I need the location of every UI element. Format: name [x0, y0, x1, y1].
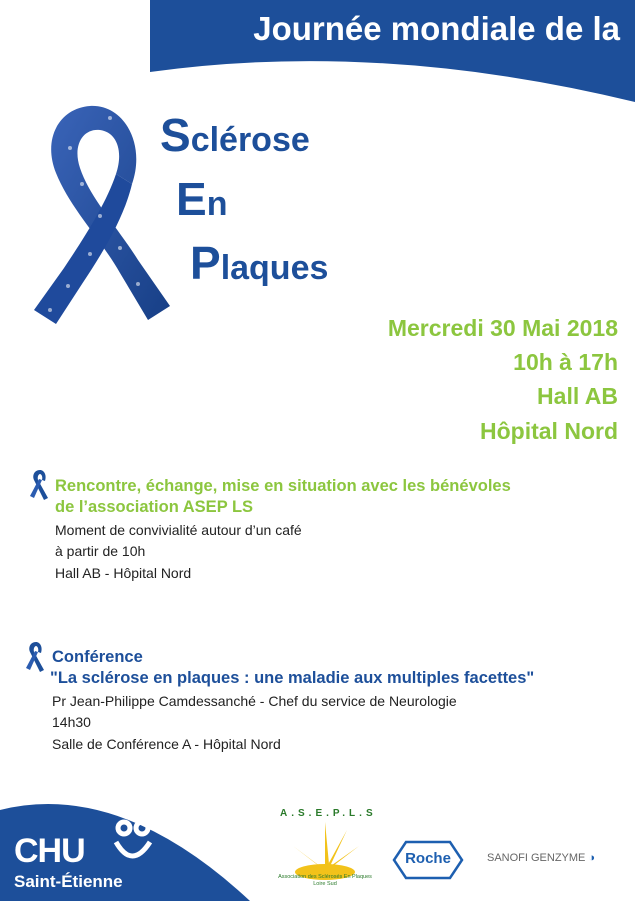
event-building: Hôpital Nord [480, 418, 618, 444]
chu-title: CHU [14, 832, 85, 870]
awareness-ribbon-icon [20, 88, 180, 333]
event-time: 10h à 17h [513, 349, 618, 375]
section1-line1: Moment de convivialité autour d’un café [55, 522, 302, 538]
ribbon-icon [24, 640, 48, 676]
ribbon-icon [28, 468, 52, 504]
section1-line3: Hall AB - Hôpital Nord [55, 565, 192, 581]
section2-location: Salle de Conférence A - Hôpital Nord [52, 736, 281, 752]
asepls-description: Association des Sclérosés En Plaques Loire Sud [278, 874, 372, 887]
sanofi-swirl-icon: ◑ [588, 852, 596, 864]
sanofi-genzyme-logo [487, 852, 595, 864]
section2-time: 14h30 [52, 714, 91, 730]
asepls-letters: A.S.E.P.L.S [280, 808, 377, 819]
section2-subtitle: "La sclérose en plaques : une maladie aux multiples facettes" [50, 669, 535, 687]
section1-line2: à partir de 10h [55, 543, 146, 559]
event-date: Mercredi 30 Mai 2018 [387, 315, 618, 341]
event-place: Hall AB [537, 383, 618, 409]
section1-title-line2: de l’association ASEP LS [55, 498, 254, 516]
section2-title: Conférence [52, 648, 143, 666]
roche-label: Roche [405, 850, 451, 867]
header-title: Journée mondiale de la [253, 10, 620, 47]
disease-line-3: Plaques [190, 237, 329, 289]
disease-line-1: Sclérose [160, 109, 310, 161]
disease-line-2: En [176, 173, 228, 225]
section1-title-line1: Rencontre, échange, mise en situation avec les bénévoles [55, 477, 511, 495]
section2-speaker: Pr Jean-Philippe Camdessanché - Chef du service de Neurologie [52, 693, 457, 709]
chu-city: Saint-Étienne [14, 872, 123, 891]
sanofi-label: SANOFI GENZYME [487, 852, 586, 864]
